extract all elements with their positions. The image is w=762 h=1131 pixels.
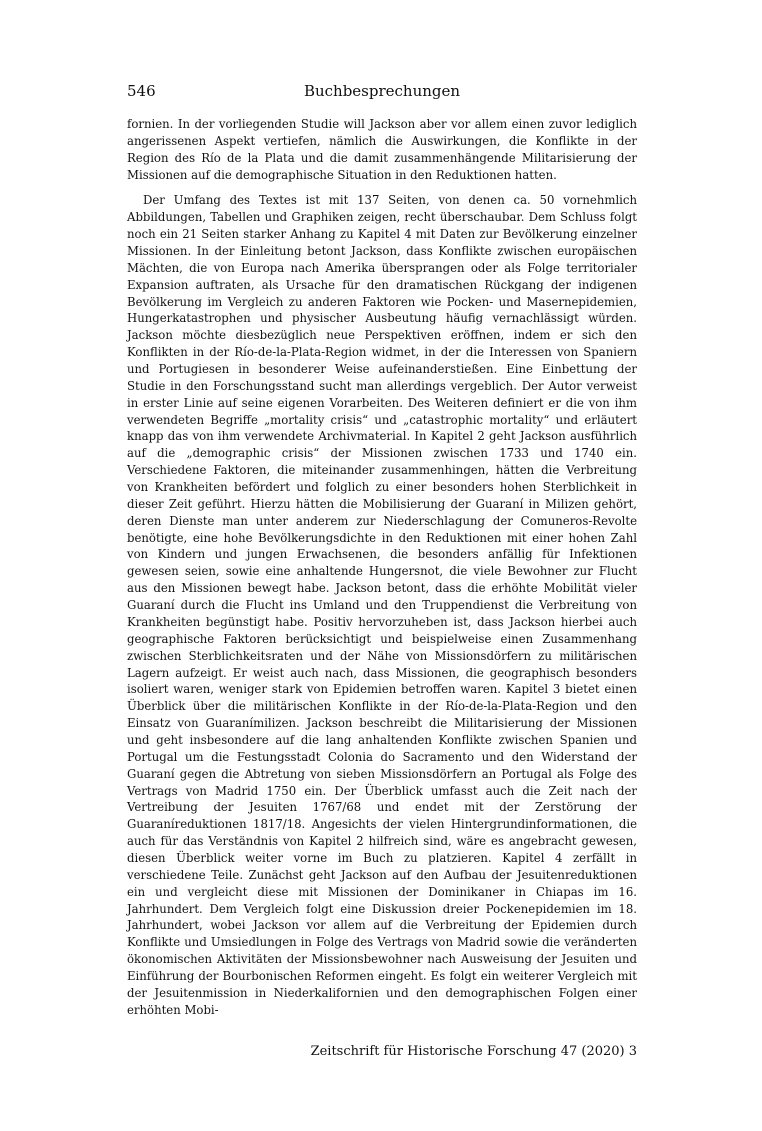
paragraph: fornien. In der vorliegenden Studie will Jackson aber vor allem einen zuvor lediglich angerissenen Aspekt vertiefen, nämlich die Auswirkungen, die Konflikte in der Region des Río de la Plata und die damit zusammenhängende Militarisierung der Missionen auf die demographische Situation in den Reduktionen hatten. [127, 117, 637, 182]
body-text [127, 116, 637, 1019]
page-header [127, 82, 637, 102]
page-number: 546 [127, 82, 156, 100]
journal-footer: Zeitschrift für Historische Forschung 47 (2020) 3 [310, 1044, 637, 1059]
paragraph: Der Umfang des Textes ist mit 137 Seiten, von denen ca. 50 vornehmlich Abbildungen, Tabellen und Graphiken zeigen, recht überschaubar. Dem Schluss folgt noch ein 21 Seiten starker Anhang zu Kapitel 4 mit Daten zur Bevölkerung einzelner Missionen. In der Einleitung betont Jackson, dass Konflikte zwischen europäischen Mächten, die von Europa nach Amerika übersprangen oder als Folge territorialer Expansion auftraten, als Ursache für den dramatischen Rückgang der indigenen Bevölkerung im Vergleich zu anderen Faktoren wie Pocken- und Masernepidemien, Hungerkatastrophen und physischer Ausbeutung häufig vernachlässigt würden. Jackson möchte diesbezüglich neue Perspektiven eröffnen, indem er sich den Konflikten in der Río-de-la-Plata-Region widmet, in der die Interessen von Spaniern und Portugiesen in besonderer Weise aufeinanderstießen. Eine Einbettung der Studie in den Forschungsstand sucht man allerdings vergeblich. Der Autor verweist in erster Linie auf seine eigenen Vorarbeiten. Des Weiteren definiert er die von ihm verwendeten Begriffe „mortality crisis“ und „catastrophic mortality“ und erläutert knapp das von ihm verwendete Archivmaterial. In Kapitel 2 geht Jackson ausführlich auf die „demographic crisis“ der Missionen zwischen 1733 und 1740 ein. Verschiedene Faktoren, die miteinander zusammenhingen, hätten die Verbreitung von Krankheiten befördert und folglich zu einer besonders hohen Sterblichkeit in dieser Zeit geführt. Hierzu hätten die Mobilisierung der Guaraní in Milizen gehört, deren Dienste man unter anderem zur Niederschlagung der Comuneros-Revolte benötigte, eine hohe Bevölkerungsdichte in den Reduktionen mit einer hohen Zahl von Kindern und jungen Erwachsenen, die besonders anfällig für Infektionen gewesen seien, sowie eine anhaltende Hungersnot, die viele Bewohner zur Flucht aus den Missionen bewegt habe. Jackson betont, dass die erhöhte Mobilität vieler Guaraní durch die Flucht ins Umland und den Truppendienst die Verbreitung von Krankheiten begünstigt habe. Positiv hervorzuheben ist, dass Jackson hierbei auch geographische Faktoren berücksichtigt und beispielweise einen Zusammenhang zwischen Sterblichkeitsraten und der Nähe von Missionsdörfern zu militärischen Lagern aufzeigt. Er weist auch nach, dass Missionen, die geographisch besonders isoliert waren, weniger stark von Epidemien betroffen waren. Kapitel 3 bietet einen Überblick über die militärischen Konflikte in der Río-de-la-Plata-Region und den Einsatz von Guaranímilizen. Jackson beschreibt die Militarisierung der Missionen und geht insbesondere auf die lang anhaltenden Konflikte zwischen Spanien und Portugal um die Festungsstadt Colonia do Sacramento und den Widerstand der Guaraní gegen die Abtretung von sieben Missionsdörfern an Portugal als Folge des Vertrags von Madrid 1750 ein. Der Überblick umfasst auch die Zeit nach der Vertreibung der Jesuiten 1767/68 und endet mit der Zerstörung der Guaraníreduktionen 1817/18. Angesichts der vielen Hintergrundinformationen, die auch für das Verständnis von Kapitel 2 hilfreich sind, wäre es angebracht gewesen, diesen Überblick weiter vorne im Buch zu platzieren. Kapitel 4 zerfällt in verschiedene Teile. Zunächst geht Jackson auf den Aufbau der Jesuitenreduktionen ein und vergleicht diese mit Missionen der Dominikaner in Chiapas im 16. Jahrhundert. Dem Vergleich folgt eine Diskussion dreier Pockenepidemien im 18. Jahrhundert, wobei Jackson vor allem auf die Verbreitung der Epidemien durch Konflikte und Umsiedlungen in Folge des Vertrags von Madrid sowie die veränderten ökonomischen Aktivitäten der Missionsbewohner nach Ausweisung der Jesuiten und Einführung der Bourbonischen Reformen eingeht. Es folgt ein weiterer Vergleich mit der Jesuitenmission in Niederkalifornien und den demographischen Folgen einer erhöhten Mobi- [127, 193, 637, 1017]
running-head: Buchbesprechungen [303, 82, 461, 100]
